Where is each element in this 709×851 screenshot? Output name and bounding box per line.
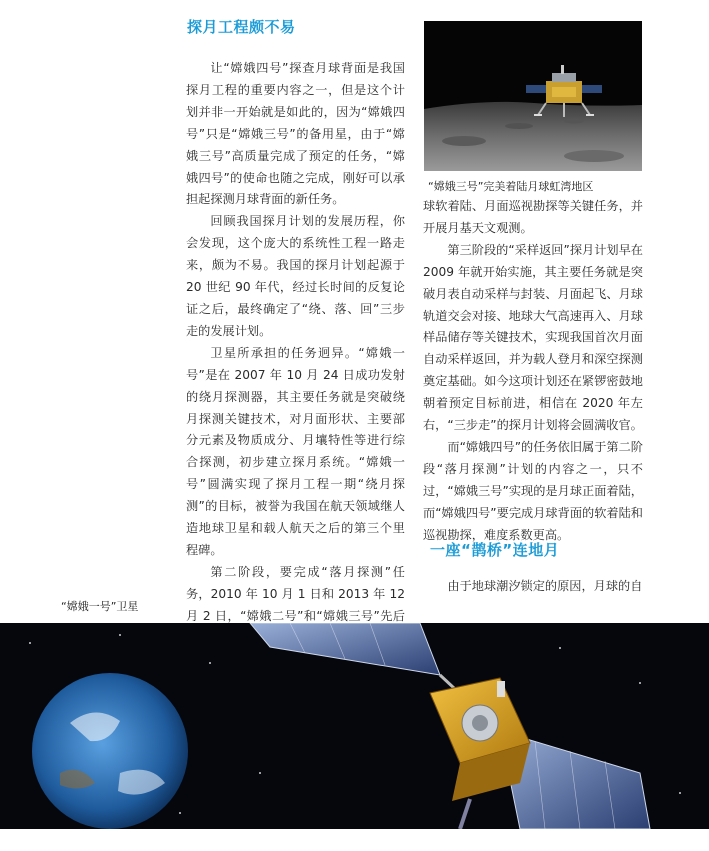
satellite-caption: “嫦娥一号”卫星 [61,600,139,613]
change1-satellite-image [0,623,709,829]
earth-illustration [32,673,188,829]
right-text-column [423,196,643,547]
moon-photo-caption: “嫦娥三号”完美着陆月球虹湾地区 [428,180,594,193]
paragraph-continuation: 球软着陆、月面巡视勘探等关键任务，并开展月基天文观测。 [423,199,643,235]
left-text-column [186,58,405,715]
paragraph: 而“嫦娥四号”的任务依旧属于第二阶段“落月探测”计划的内容之一，只不过，“嫦娥三号”实现的是月球正面着陆，而“嫦娥四号”要完成月球背面的软着陆和巡视勘探，难度系数更高。 [423,439,643,542]
section-heading-lunar-project: 探月工程颇不易 [187,18,296,36]
paragraph: 第二阶段，要完成“落月探测”任务，2010 年 10 月 1 日和 2013 年 12 月 2 日，“嫦娥二号”和“嫦娥三号”先后 [186,564,405,623]
paragraph: 回顾我国探月计划的发展历程，你会发现，这个庞大的系统性工程一路走来，颇为不易。我国的探月计划起源于 20 世纪 90 年代，经过长时间的反复论证之后，最终确定了“绕、落、回”三步走的发展计划。 [186,214,405,338]
paragraph: 由于地球潮汐锁定的原因，月球的自 [447,579,643,593]
paragraph: 第三阶段的“采样返回”探月计划早在 2009 年就开始实施，其主要任务就是突破月表自动采样与封装、月面起飞、月球轨道交会对接、地球大气高速再入、月球样品储存等关键技术，实现我国首次月面自动采样返回，并为载人登月和深空探测奠定基础。如今这项计划还在紧锣密鼓地朝着预定目标前进，相信在 2020 年左右，“三步走”的探月计划将会圆满收官。 [423,242,643,433]
paragraph: 卫星所承担的任务迥异。“嫦娥一号”是在 2007 年 10 月 24 日成功发射的绕月探测器，其主要任务就是突破绕月探测关键技术，对月面形状、主要部分元素及物质成分、月壤特性等进行综合探测，初步建立探月系统。“嫦娥一号”圆满实现了探月工程一期“绕月探测”的目标，被誉为我国在航天领域继人造地球卫星和载人航天之后的第三个里程碑。 [186,345,405,557]
section-heading-queqiao: 一座“鹊桥”连地月 [430,541,560,559]
change3-landing-photo [424,21,642,171]
right-text-column-tail [423,576,643,598]
paragraph: 让“嫦娥四号”探查月球背面是我国探月工程的重要内容之一，但是这个计划并非一开始就是如此的，因为“嫦娥四号”只是“嫦娥三号”的备用星，由于“嫦娥三号”高质量完成了预定的任务，“嫦娥四号”的使命也随之完成，刚好可以承担起探测月球背面的新任务。 [186,61,405,207]
